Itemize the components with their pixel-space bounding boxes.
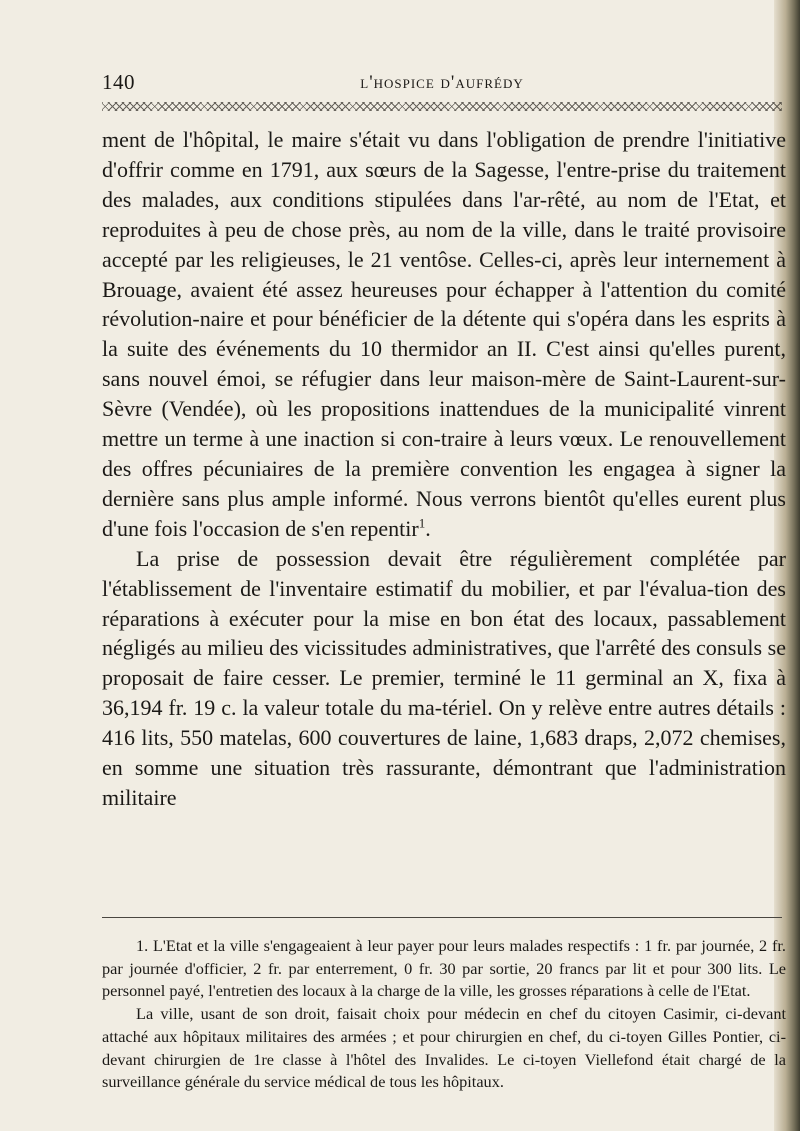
footnote-1-continued: La ville, usant de son droit, faisait choix pour médecin en chef du citoyen Casimir, ci-devant attaché aux hôpitaux militaires des armées ; et pour chirurgien en chef, du ci-toyen Gilles Pontier, ci-devant chirurgien de 1re classe à l'hôtel des Invalides. Le ci-toyen Viellefond était chargé de la surveillance générale du service médical de tous les hôpitaux. <box>102 1004 786 1092</box>
page-header <box>102 70 782 94</box>
main-text <box>102 125 786 813</box>
running-title: l'hospice d'aufrédy <box>360 72 524 93</box>
paragraph-2: La prise de possession devait être régulièrement complétée par l'établissement de l'inventaire estimatif du mobilier, et par l'évalua-tion des réparations à exécuter pour la mise en bon état des locaux, passablement négligés au milieu des vicissitudes administratives, que l'arrêté des consuls se proposait de faire cesser. Le premier, terminé le 11 germinal an X, fixa à 36,194 fr. 19 c. la valeur totale du ma-tériel. On y relève entre autres détails : 416 lits, 550 matelas, 600 couvertures de laine, 1,683 draps, 2,072 chemises, en somme une situation très rassurante, démontrant que l'administration militaire <box>102 545 786 810</box>
paragraph-1-end: . <box>425 515 431 541</box>
footnote-reference[interactable]: 1 <box>418 515 426 531</box>
page-number: 140 <box>102 70 135 94</box>
footnote-separator <box>102 917 782 918</box>
paragraph-1-text: ment de l'hôpital, le maire s'était vu dans l'obligation de prendre l'initiative d'offrir comme en 1791, aux sœurs de la Sagesse, l'entre-prise du traitement des malades, aux conditions stipulées dans l'ar-rêté, au nom de l'Etat, et reproduites à peu de chose près, au nom de la ville, dans le traité provisoire accepté par les religieuses, le 21 ventôse. Celles-ci, après leur internement à Brouage, avaient été assez heureuses pour échapper à l'attention du comité révolution-naire et pour bénéficier de la détente qui s'opéra dans les esprits à la suite des événements du 10 thermidor an II. C'est ainsi qu'elles purent, sans nouvel émoi, se réfugier dans leur maison-mère de Saint-Laurent-sur-Sèvre (Vendée), où les propositions inattendues de la municipalité vinrent mettre un terme à une inaction si con-traire à leurs vœux. Le renouvellement des offres pécuniaires de la première convention les engagea à signer la dernière sans plus ample informé. Nous verrons bientôt qu'elles eurent plus d'une fois l'occasion de s'en repentir <box>102 127 786 541</box>
header-ornament-rule <box>102 102 782 111</box>
footnotes <box>102 935 786 1094</box>
paragraph-1 <box>102 125 786 544</box>
footnote-1: 1. L'Etat et la ville s'engageaient à leur payer pour leurs malades respectifs : 1 fr. par journée, 2 fr. par journée d'officier, 2 fr. par enterrement, 0 fr. 30 par sortie, 20 francs par lit et pour 300 lits. Le personnel payé, l'entretien des locaux à la charge de la ville, les grosses réparations à celle de l'Etat. <box>102 936 786 1001</box>
